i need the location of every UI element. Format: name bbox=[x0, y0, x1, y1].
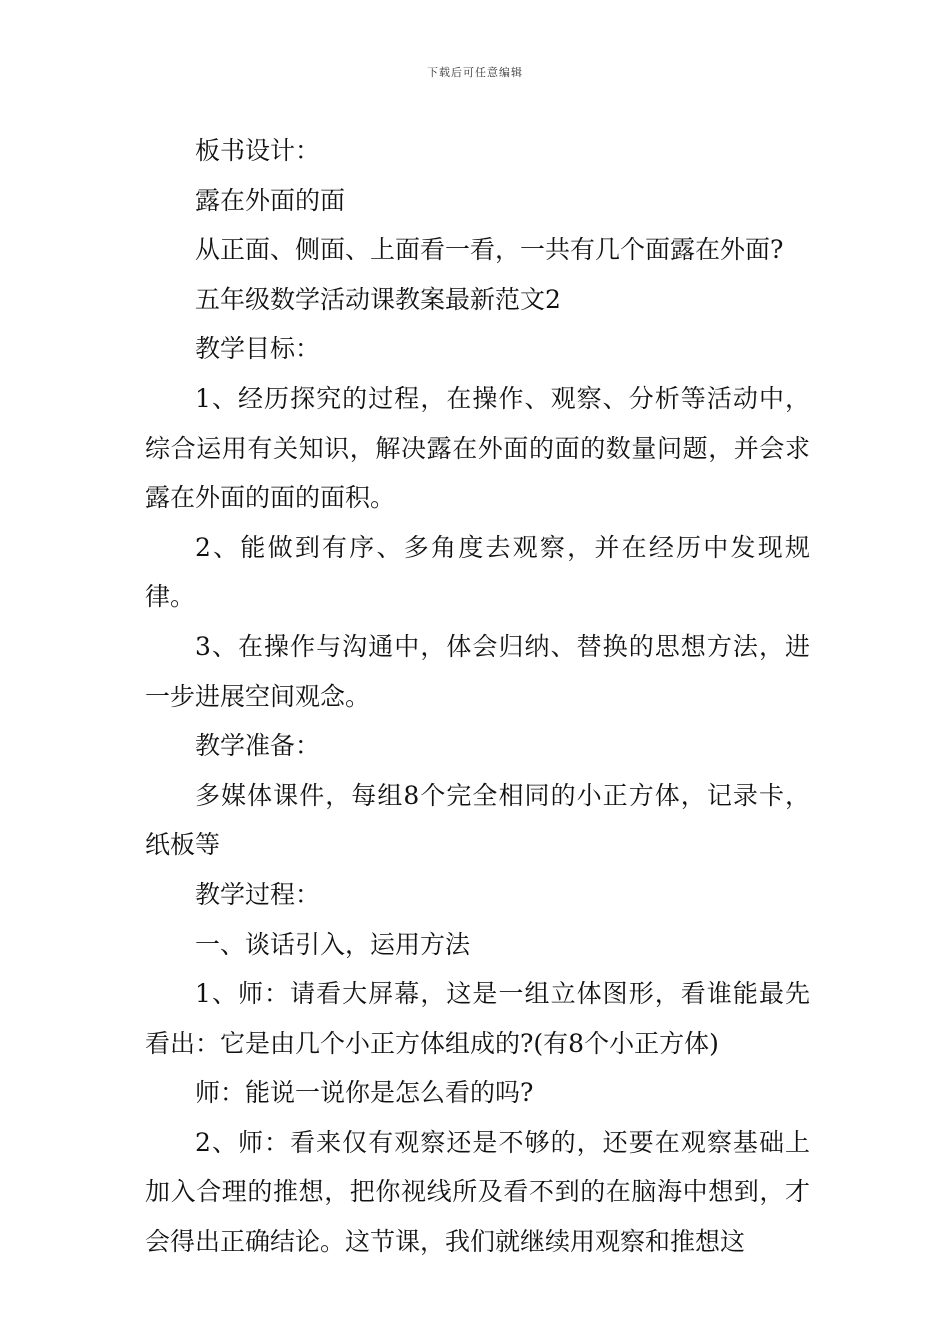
paragraph: 1、师：请看大屏幕，这是一组立体图形，看谁能最先看出：它是由几个小正方体组成的?(有8个小正方体) bbox=[145, 979, 810, 1058]
paragraph: 露在外面的面 bbox=[195, 185, 346, 215]
document-body bbox=[145, 126, 810, 1267]
paragraph: 从正面、侧面、上面看一看，一共有几个面露在外面? bbox=[195, 235, 784, 265]
paragraph: 多媒体课件，每组8个完全相同的小正方体，记录卡，纸板等 bbox=[145, 780, 810, 860]
paragraph: 教学准备： bbox=[195, 731, 321, 761]
paragraph: 3、在操作与沟通中，体会归纳、替换的思想方法，进一步进展空间观念。 bbox=[145, 631, 810, 711]
paragraph: 一、谈话引入，运用方法 bbox=[195, 929, 471, 959]
page-header: 下载后可任意编辑 bbox=[427, 66, 523, 79]
paragraph: 教学目标： bbox=[195, 334, 321, 364]
paragraph: 师：能说一说你是怎么看的吗? bbox=[195, 1078, 534, 1108]
paragraph: 2、能做到有序、多角度去观察，并在经历中发现规律。 bbox=[145, 532, 810, 612]
paragraph: 板书设计： bbox=[195, 136, 321, 165]
paragraph: 1、经历探究的过程，在操作、观察、分析等活动中，综合运用有关知识，解决露在外面的面的数量问题，并会求露在外面的面的面积。 bbox=[145, 383, 810, 513]
paragraph: 2、师：看来仅有观察还是不够的，还要在观察基础上加入合理的推想，把你视线所及看不到的在脑海中想到，才会得出正确结论。这节课，我们就继续用观察和推想这 bbox=[145, 1127, 810, 1257]
paragraph: 五年级数学活动课教案最新范文2 bbox=[195, 284, 561, 314]
paragraph: 教学过程： bbox=[195, 879, 321, 909]
